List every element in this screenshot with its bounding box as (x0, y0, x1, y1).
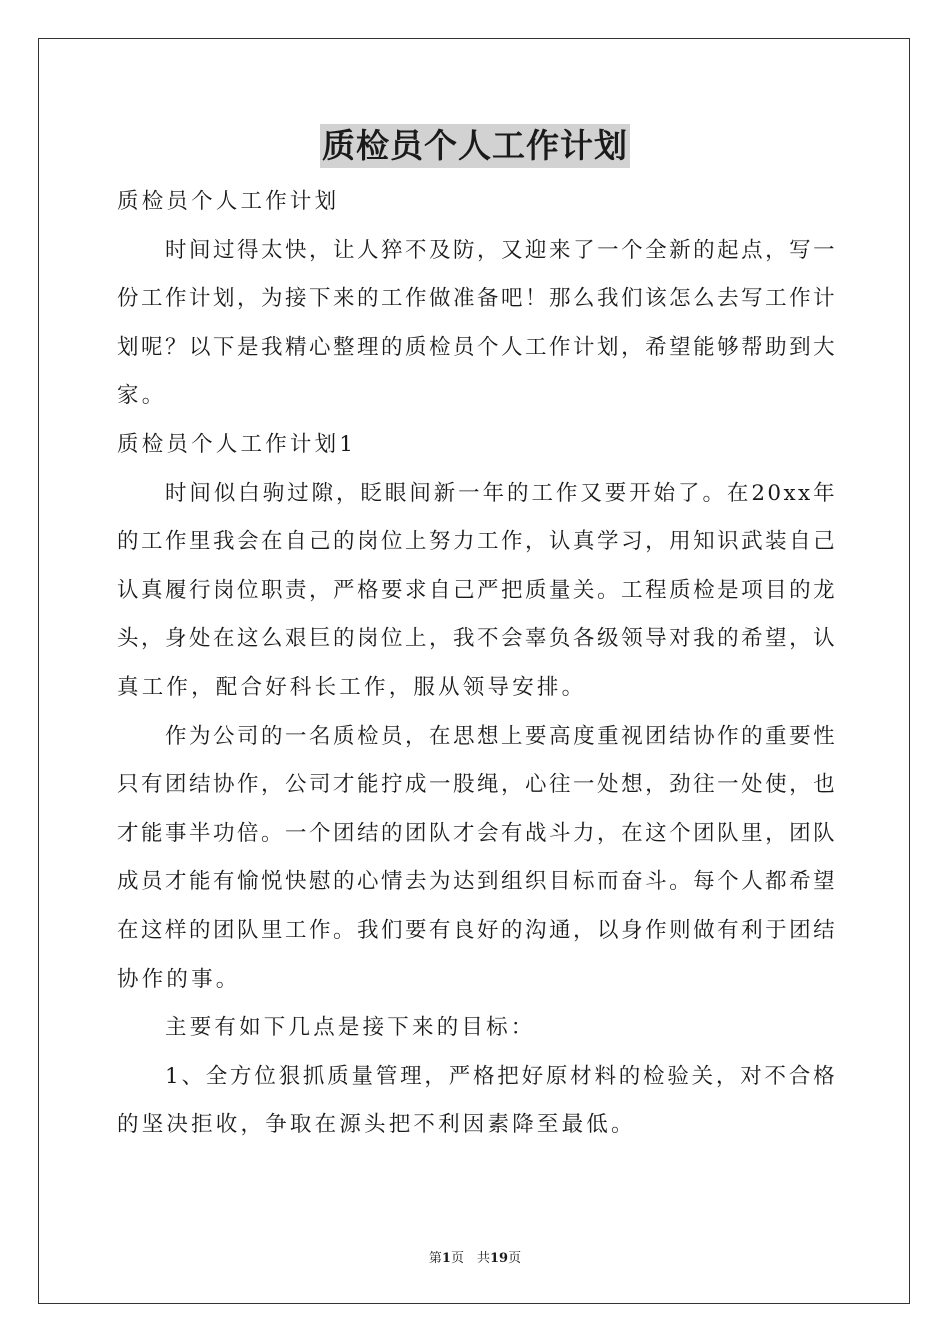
text-line: 作为公司的一名质检员，在思想上要高度重视团结协作的重要性 (165, 723, 837, 749)
text-line: 成员才能有愉悦快慰的心情去为达到组织目标而奋斗。每个人都希望 (117, 869, 837, 895)
text-line: 的工作里我会在自己的岗位上努力工作，认真学习，用知识武装自己 (117, 529, 837, 555)
footer-prefix: 第 (428, 1251, 442, 1266)
text-line: 份工作计划，为接下来的工作做准备吧！那么我们该怎么去写工作计 (117, 286, 837, 312)
text-line: 1、全方位狠抓质量管理，严格把好原材料的检验关，对不合格 (165, 1063, 837, 1089)
document-body (117, 178, 837, 1150)
text-line: 协作的事。 (117, 966, 241, 992)
text-line: 真工作，配合好科长工作，服从领导安排。 (117, 674, 587, 700)
text-line: 划呢？以下是我精心整理的质检员个人工作计划，希望能够帮助到大 (117, 334, 837, 360)
text-line: 主要有如下几点是接下来的目标： (165, 1015, 536, 1041)
text-line: 时间似白驹过隙，眨眼间新一年的工作又要开始了。在20xx年 (165, 480, 837, 506)
footer-page-number: 1 (441, 1251, 451, 1266)
footer-total-pages: 19 (489, 1251, 509, 1266)
text-line: 的坚决拒收，争取在源头把不利因素降至最低。 (117, 1112, 636, 1138)
text-line: 在这样的团队里工作。我们要有良好的沟通，以身作则做有利于团结 (117, 917, 837, 943)
text-line: 质检员个人工作计划1 (117, 431, 357, 457)
text-line: 只有团结协作，公司才能拧成一股绳，心往一处想，劲往一处使，也 (117, 772, 837, 798)
text-line: 时间过得太快，让人猝不及防，又迎来了一个全新的起点，写一 (165, 237, 837, 263)
footer-suffix: 页 (508, 1251, 522, 1266)
document-title: 质检员个人工作计划 (320, 124, 630, 168)
page-footer (0, 1247, 950, 1266)
text-line: 家。 (117, 383, 167, 409)
text-line: 头，身处在这么艰巨的岗位上，我不会辜负各级领导对我的希望，认 (117, 626, 837, 652)
text-line: 才能事半功倍。一个团结的团队才会有战斗力，在这个团队里，团队 (117, 820, 837, 846)
text-line: 质检员个人工作计划 (117, 189, 340, 214)
text-line: 认真履行岗位职责，严格要求自己严把质量关。工程质检是项目的龙 (117, 577, 837, 603)
title-container (0, 124, 950, 168)
footer-mid: 页 共 (450, 1251, 490, 1266)
